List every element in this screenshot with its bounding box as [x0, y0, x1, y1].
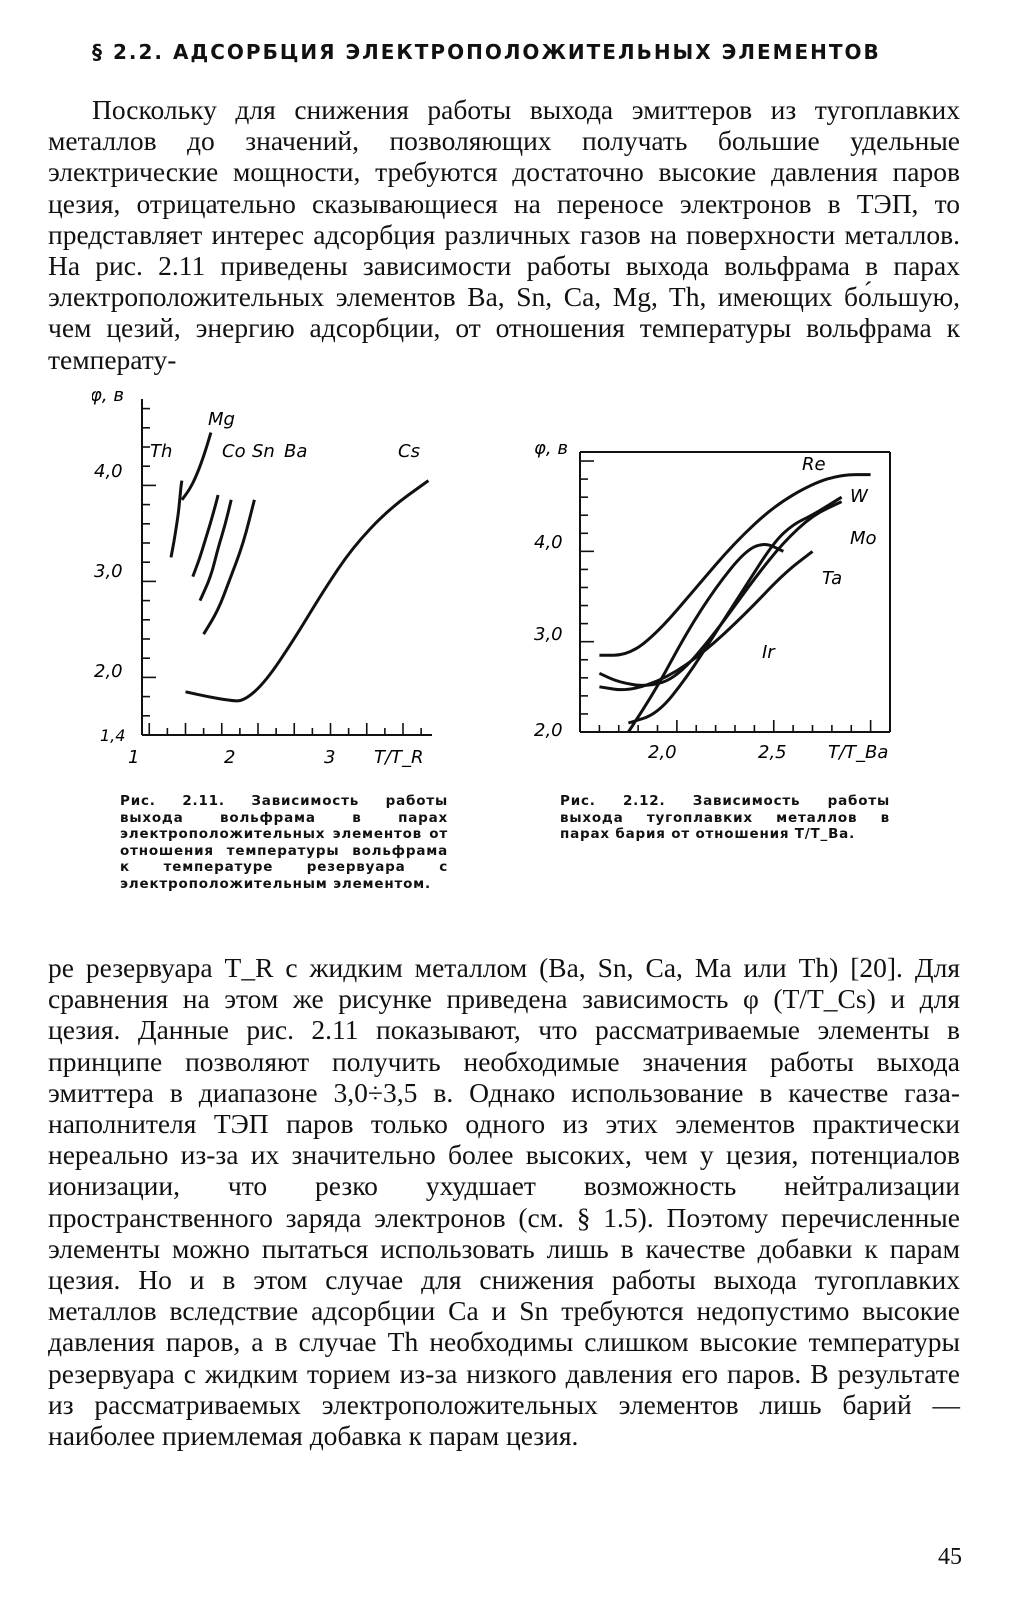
fig2-label-mo: Mo	[850, 528, 877, 549]
figure-2-11-caption: Рис. 2.11. Зависимость работы выхода вольфрама в парах электроположительных элементов от отношения температуры вольфрама к температуре резервуара с электроположительным элементом.	[120, 793, 448, 892]
fig1-xlabel: T/T_R	[374, 747, 424, 768]
fig2-xtick-2-5: 2,5	[758, 742, 787, 763]
fig2-label-ir: Ir	[762, 642, 775, 663]
fig2-label-ta: Ta	[822, 568, 843, 589]
figure-2-11	[92, 385, 452, 785]
fig2-ytick-4-0: 4,0	[534, 532, 563, 553]
curve-cs	[186, 481, 429, 701]
fig2-ticks	[580, 461, 871, 732]
fig2-ytick-2-0: 2,0	[534, 720, 563, 741]
curve-th	[171, 481, 182, 558]
curve-mo	[628, 497, 841, 723]
fig1-ticks	[142, 409, 421, 735]
fig1-ytick-1-4: 1,4	[100, 726, 126, 745]
fig1-label-mg: Mg	[208, 409, 235, 430]
fig1-label-th: Th	[150, 441, 173, 462]
fig1-xtick-3: 3	[324, 747, 336, 768]
paragraph-2: ре резервуара T_R с жидким металлом (Ba, Sn, Ca, Ma или Th) [20]. Для сравнения на этом же рисунке приведена зависимость φ (T/T_Cs) и для цезия. Данные рис. 2.11 показывают, что рассматриваемые элементы в принципе позволяют получить необходимые значения работы выхода эмиттера в диапазоне 3,0÷3,5 в. Однако использование в качестве газа-наполнителя ТЭП паров только одного из этих элементов практически нереально из-за их значительно более высоких, чем у цезия, потенциалов ионизации, что резко ухудшает возможность нейтрализации пространственного заряда электронов (см. § 1.5). Поэтому перечисленные элементы можно пытаться использовать лишь в качестве добавки к парам цезия. Но и в этом случае для снижения работы выхода тугоплавких металлов вследствие адсорбции Ca и Sn требуются недопустимо высокие давления паров, а в случае Th необходимы слишком высокие температуры резервуара с жидким торием из-за низкого давления его паров. В результате из рассматриваемых электроположительных элементов лишь барий — наиболее приемлемая добавка к парам цезия.	[48, 952, 960, 1452]
fig2-curves	[599, 475, 870, 732]
curve-ir	[599, 551, 812, 689]
curve-mg	[182, 433, 211, 500]
fig1-ytick-3-0: 3,0	[94, 561, 123, 582]
section-heading: § 2.2. АДСОРБЦИЯ ЭЛЕКТРОПОЛОЖИТЕЛЬНЫХ ЭЛЕМЕНТОВ	[92, 40, 881, 64]
figure-2-12-caption: Рис. 2.12. Зависимость работы выхода тугоплавких металлов в парах бария от отношения T/T_Ba.	[560, 793, 890, 843]
paragraph-1: Поскольку для снижения работы выхода эмиттеров из тугоплавких металлов до значений, позволяющих получать большие удельные электрические мощности, требуются достаточно высокие давления паров цезия, отрицательно сказывающиеся на переносе электронов в ТЭП, то представляет интерес адсорбция различных газов на поверхности металлов. На рис. 2.11 приведены зависимости работы выхода вольфрама в парах электроположительных элементов Ba, Sn, Ca, Mg, Th, имеющих бо́льшую, чем цезий, энергию адсорбции, от отношения температуры вольфрама к температу-	[48, 94, 960, 375]
fig1-label-sn: Sn	[252, 441, 275, 462]
fig1-ytick-4-0: 4,0	[94, 461, 123, 482]
fig1-ytick-2-0: 2,0	[94, 661, 123, 682]
fig2-ylabel: φ, в	[534, 438, 568, 459]
fig2-label-w: W	[850, 486, 868, 507]
curve-w	[599, 502, 841, 686]
figure-2-12	[530, 432, 920, 782]
fig2-xlabel: T/T_Ba	[828, 742, 889, 763]
fig2-xtick-2-0: 2,0	[648, 742, 677, 763]
fig1-xtick-2: 2	[224, 747, 236, 768]
fig1-curves	[171, 433, 428, 701]
fig2-ytick-3-0: 3,0	[534, 624, 563, 645]
fig1-label-cs: Cs	[398, 441, 420, 462]
page-number: 45	[938, 1544, 962, 1570]
fig1-ylabel: φ, в	[92, 385, 124, 406]
fig1-label-ba: Ba	[284, 441, 308, 462]
fig1-xtick-1: 1	[128, 747, 140, 768]
fig2-label-re: Re	[802, 454, 826, 475]
fig1-label-co: Co	[222, 441, 246, 462]
